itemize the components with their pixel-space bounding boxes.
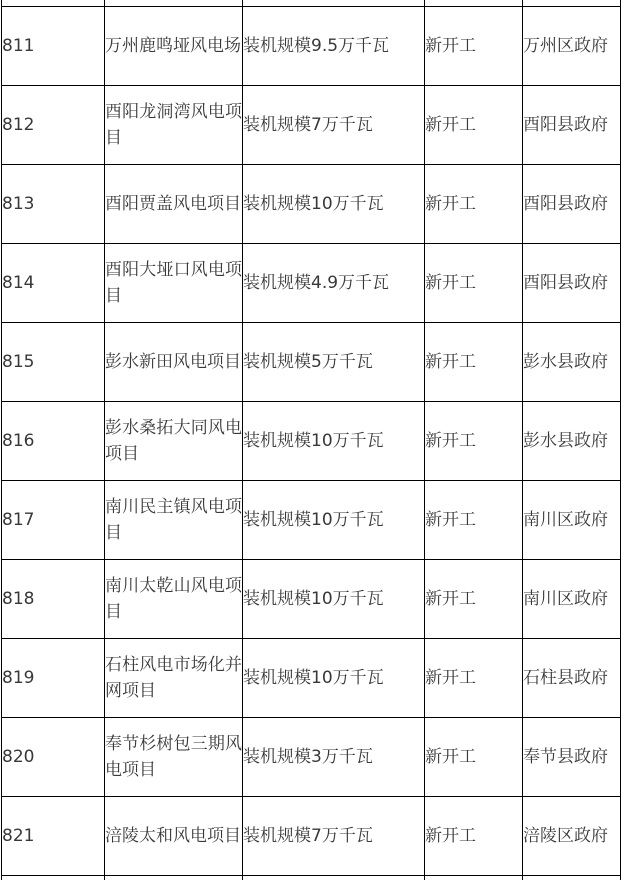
partial-cell [2, 876, 105, 881]
owner-cell: 酉阳县政府 [523, 244, 621, 323]
row-number-cell: 821 [2, 797, 105, 876]
owner-cell: 万州区政府 [523, 7, 621, 86]
partial-cell [523, 876, 621, 881]
project-name-cell: 南川太乾山风电项目 [105, 560, 243, 639]
status-cell: 新开工 [425, 7, 523, 86]
project-name-cell: 涪陵太和风电项目 [105, 797, 243, 876]
scale-cell: 装机规模10万千瓦 [243, 481, 425, 560]
owner-cell: 酉阳县政府 [523, 165, 621, 244]
project-name-cell: 南川民主镇风电项目 [105, 481, 243, 560]
partial-cell [425, 876, 523, 881]
table-row [2, 402, 621, 481]
scale-cell: 装机规模5万千瓦 [243, 323, 425, 402]
status-cell: 新开工 [425, 797, 523, 876]
project-name-cell: 酉阳贾盖风电项目 [105, 165, 243, 244]
row-number-cell: 819 [2, 639, 105, 718]
status-cell: 新开工 [425, 323, 523, 402]
table-row [2, 323, 621, 402]
owner-cell: 奉节县政府 [523, 718, 621, 797]
scale-cell: 装机规模10万千瓦 [243, 165, 425, 244]
row-number-cell: 820 [2, 718, 105, 797]
projects-table-body [2, 0, 621, 880]
projects-table [1, 0, 621, 880]
table-row [2, 244, 621, 323]
partial-cell [105, 876, 243, 881]
owner-cell: 彭水县政府 [523, 402, 621, 481]
scale-cell: 装机规模10万千瓦 [243, 402, 425, 481]
table-row [2, 86, 621, 165]
table-row [2, 165, 621, 244]
scale-cell: 装机规模4.9万千瓦 [243, 244, 425, 323]
project-name-cell: 万州鹿鸣垭风电场 [105, 7, 243, 86]
status-cell: 新开工 [425, 560, 523, 639]
project-name-cell: 石柱风电市场化并网项目 [105, 639, 243, 718]
scale-cell: 装机规模10万千瓦 [243, 639, 425, 718]
table-row [2, 7, 621, 86]
row-number-cell: 814 [2, 244, 105, 323]
status-cell: 新开工 [425, 481, 523, 560]
project-name-cell: 彭水桑拓大同风电项目 [105, 402, 243, 481]
owner-cell: 石柱县政府 [523, 639, 621, 718]
row-number-cell: 812 [2, 86, 105, 165]
status-cell: 新开工 [425, 402, 523, 481]
status-cell: 新开工 [425, 718, 523, 797]
partial-row-below [2, 876, 621, 881]
project-name-cell: 彭水新田风电项目 [105, 323, 243, 402]
owner-cell: 彭水县政府 [523, 323, 621, 402]
owner-cell: 酉阳县政府 [523, 86, 621, 165]
owner-cell: 涪陵区政府 [523, 797, 621, 876]
row-number-cell: 818 [2, 560, 105, 639]
table-row [2, 797, 621, 876]
status-cell: 新开工 [425, 165, 523, 244]
owner-cell: 南川区政府 [523, 560, 621, 639]
project-name-cell: 酉阳龙洞湾风电项目 [105, 86, 243, 165]
table-row [2, 560, 621, 639]
row-number-cell: 813 [2, 165, 105, 244]
scale-cell: 装机规模3万千瓦 [243, 718, 425, 797]
partial-cell [243, 876, 425, 881]
row-number-cell: 817 [2, 481, 105, 560]
owner-cell: 南川区政府 [523, 481, 621, 560]
status-cell: 新开工 [425, 244, 523, 323]
table-row [2, 718, 621, 797]
scale-cell: 装机规模7万千瓦 [243, 86, 425, 165]
scale-cell: 装机规模7万千瓦 [243, 797, 425, 876]
project-name-cell: 奉节杉树包三期风电项目 [105, 718, 243, 797]
row-number-cell: 811 [2, 7, 105, 86]
row-number-cell: 816 [2, 402, 105, 481]
table-row [2, 639, 621, 718]
table-row [2, 481, 621, 560]
row-number-cell: 815 [2, 323, 105, 402]
scale-cell: 装机规模10万千瓦 [243, 560, 425, 639]
status-cell: 新开工 [425, 639, 523, 718]
project-name-cell: 酉阳大垭口风电项目 [105, 244, 243, 323]
scale-cell: 装机规模9.5万千瓦 [243, 7, 425, 86]
status-cell: 新开工 [425, 86, 523, 165]
